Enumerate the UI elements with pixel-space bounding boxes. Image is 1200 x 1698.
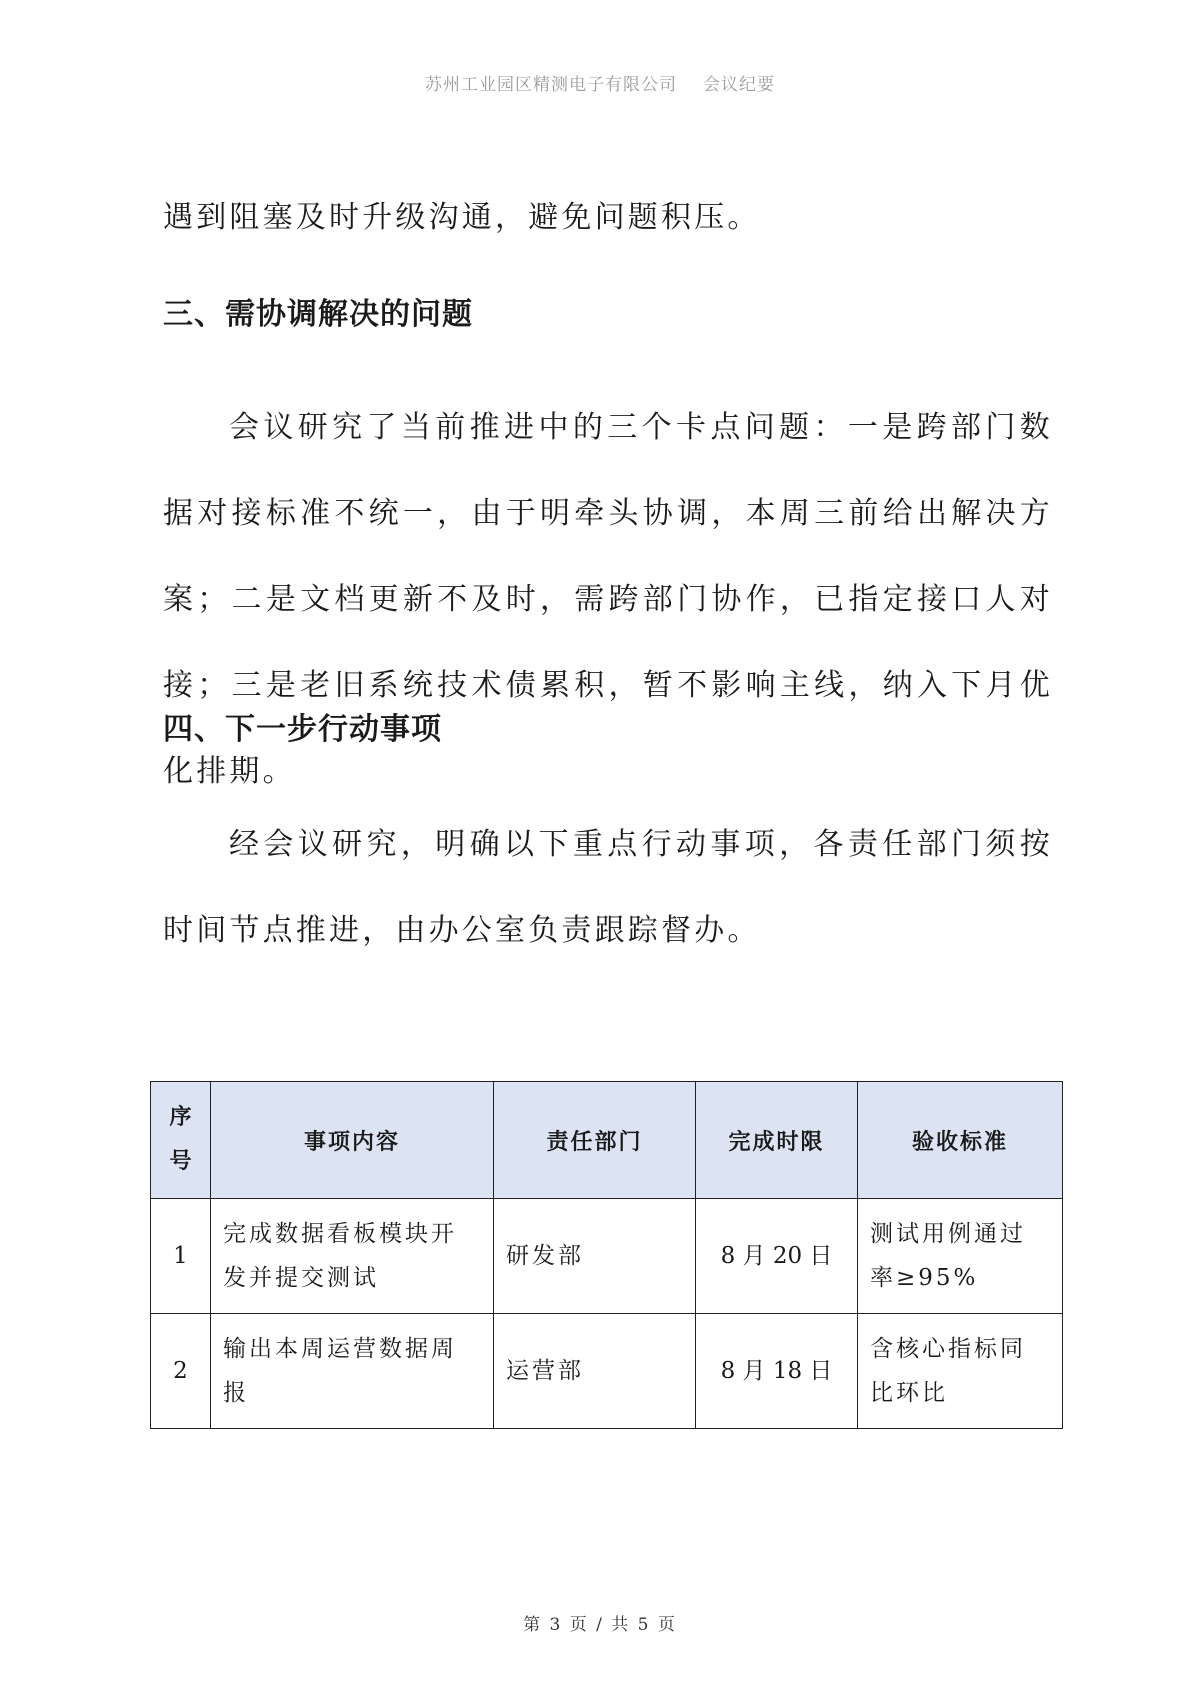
col-header-seq: 序 号 [151, 1082, 211, 1199]
running-header [0, 70, 1200, 95]
cell-seq: 2 [151, 1314, 211, 1429]
cell-seq: 1 [151, 1199, 211, 1314]
page-number: 第 3 页 / 共 5 页 [523, 1615, 677, 1635]
cell-criteria: 测试用例通过率≥95% [858, 1199, 1063, 1314]
cell-dept: 运营部 [494, 1314, 696, 1429]
cell-item: 完成数据看板模块开发并提交测试 [211, 1199, 494, 1314]
cell-dept: 研发部 [494, 1199, 696, 1314]
header-company: 苏州工业园区精测电子有限公司 [425, 75, 677, 95]
table-header-row [151, 1082, 1063, 1199]
header-doc-type: 会议纪要 [703, 75, 775, 95]
section-heading-4: 四、下一步行动事项 [163, 712, 442, 747]
cell-criteria: 含核心指标同比环比 [858, 1314, 1063, 1429]
col-header-deadline: 完成时限 [696, 1082, 858, 1199]
cell-item: 输出本周运营数据周报 [211, 1314, 494, 1429]
section-heading-3: 三、需协调解决的问题 [163, 297, 473, 332]
col-header-criteria: 验收标准 [858, 1082, 1063, 1199]
paragraph-actions-intro: 经会议研究，明确以下重点行动事项，各责任部门须按时间节点推进，由办公室负责跟踪督办。 [163, 827, 1053, 948]
action-items-table [150, 1081, 1063, 1429]
cell-deadline: 8 月 20 日 [696, 1199, 858, 1314]
cell-deadline: 8 月 18 日 [696, 1314, 858, 1429]
col-header-item: 事项内容 [211, 1082, 494, 1199]
table-row [151, 1199, 1063, 1314]
col-header-dept: 责任部门 [494, 1082, 696, 1199]
paragraph-continuation: 遇到阻塞及时升级沟通，避免问题积压。 [163, 200, 761, 235]
table-row [151, 1314, 1063, 1429]
paragraph-issues: 会议研究了当前推进中的三个卡点问题：一是跨部门数据对接标准不统一，由于明牵头协调，本周三前给出解决方案；二是文档更新不及时，需跨部门协作，已指定接口人对接；三是老旧系统技术债累积，暂不影响主线，纳入下月优化排期。 [163, 410, 1053, 789]
